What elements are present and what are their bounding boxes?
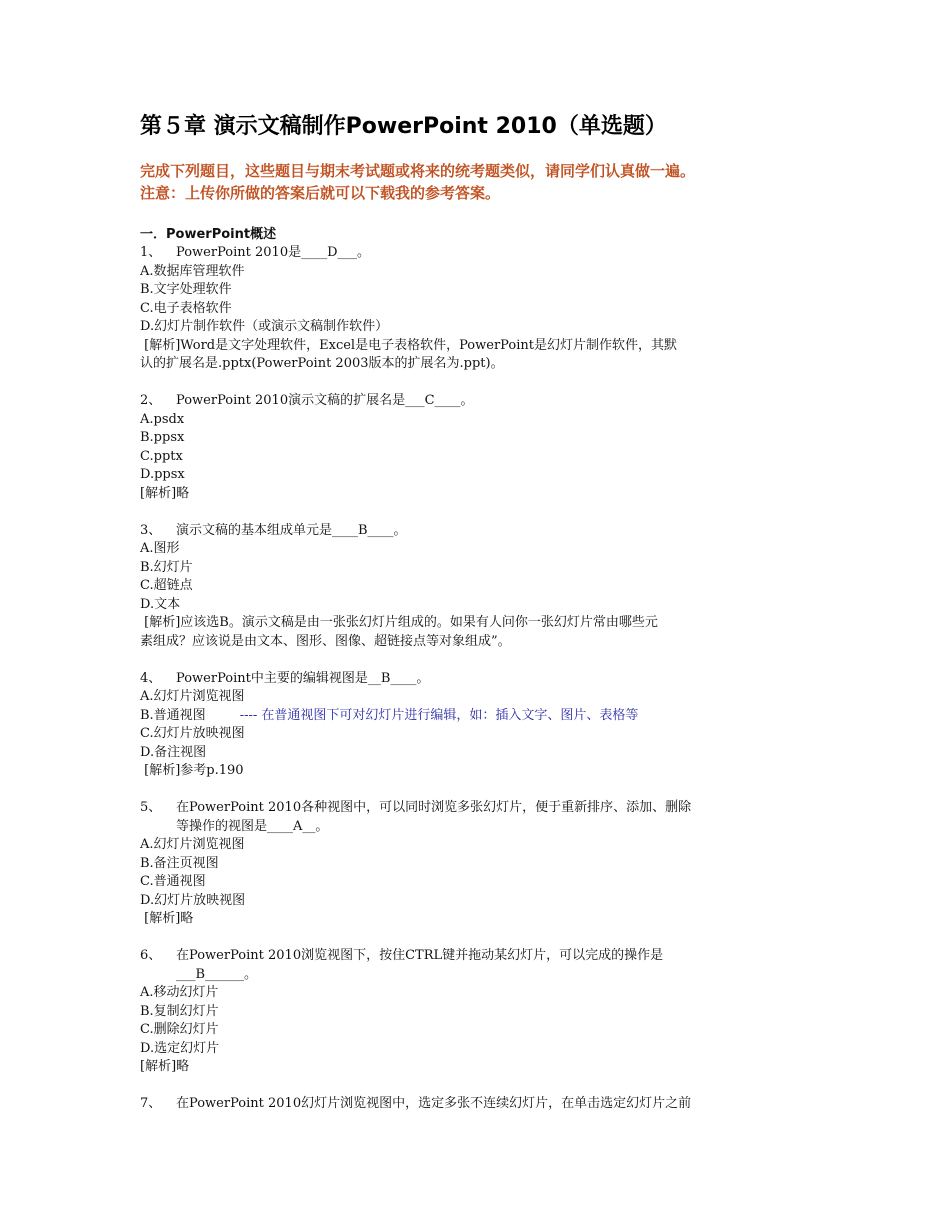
question-number: 3、 (140, 522, 162, 538)
answer-option (140, 300, 830, 319)
answer-option-text: A.数据库管理软件 (140, 263, 245, 279)
question-stem (140, 966, 830, 985)
answer-option (140, 281, 830, 300)
answer-option (140, 688, 830, 707)
answer-option-text: D.文本 (140, 596, 181, 612)
answer-option-text: C.pptx (140, 448, 183, 464)
explanation-line: [解析]略 (140, 485, 190, 501)
question-item (140, 244, 830, 374)
explanation-line: 素组成？应该说是由文本、图形、图像、超链接点等对象组成”。 (140, 633, 511, 649)
answer-option-text: B.普通视图 (140, 707, 206, 723)
option-note: ---- 在普通视图下可对幻灯片进行编辑，如：插入文字、图片、表格等 (239, 707, 639, 723)
answer-option-text: C.电子表格软件 (140, 300, 232, 316)
notice-line: 注意：上传你所做的答案后就可以下载我的参考答案。 (140, 184, 501, 202)
answer-option (140, 429, 830, 448)
question-stem-text: PowerPoint 2010演示文稿的扩展名是___C____。 (176, 393, 474, 408)
answer-option-text: A.幻灯片浏览视图 (140, 689, 245, 704)
answer-option (140, 1003, 830, 1022)
answer-option (140, 836, 830, 855)
answer-option (140, 984, 830, 1003)
question-stem (140, 799, 830, 818)
question-item (140, 1095, 830, 1114)
answer-option-text: C.删除幻灯片 (140, 1022, 219, 1037)
answer-option (140, 892, 830, 911)
explanation-line: 认的扩展名是.pptx(PowerPoint 2003版本的扩展名为.ppt)。 (140, 356, 504, 371)
question-stem (140, 244, 830, 263)
answer-option-text: D.备注视图 (140, 744, 207, 760)
answer-option-text: D.幻灯片放映视图 (140, 892, 246, 908)
question-number: 4、 (140, 670, 162, 686)
question-stem-text: PowerPoint中主要的编辑视图是__B____。 (176, 670, 430, 686)
question-number: 1、 (140, 245, 162, 260)
answer-option-text: D.选定幻灯片 (140, 1040, 220, 1056)
answer-option-text: B.备注页视图 (140, 855, 219, 871)
question-item (140, 392, 830, 503)
question-stem (140, 392, 830, 411)
notice-block (140, 160, 830, 204)
answer-option (140, 577, 830, 596)
answer-option (140, 540, 830, 559)
question-item (140, 799, 830, 929)
answer-option (140, 707, 830, 726)
explanation-line: [解析]应该选B。演示文稿是由一张张幻灯片组成的。如果有人问你一张幻灯片常由哪些元 (140, 615, 658, 630)
question-stem-text: 在PowerPoint 2010各种视图中，可以同时浏览多张幻灯片，便于重新排序、添加、删除 (176, 800, 692, 815)
answer-option (140, 855, 830, 874)
question-item (140, 522, 830, 652)
question-stem-text: ___B______。 (176, 966, 258, 982)
question-stem-text: 在PowerPoint 2010幻灯片浏览视图中，选定多张不连续幻灯片，在单击选定幻灯片之前 (176, 1096, 692, 1111)
notice-line: 完成下列题目，这些题目与期末考试题或将来的统考题类似，请同学们认真做一遍。 (140, 162, 696, 180)
question-stem-text: 在PowerPoint 2010浏览视图下，按住CTRL键并拖动某幻灯片，可以完成的操作是 (176, 948, 664, 963)
document-page (140, 112, 830, 1132)
question-stem (140, 818, 830, 837)
answer-option-text: B.文字处理软件 (140, 282, 232, 297)
question-item (140, 670, 830, 781)
answer-option (140, 411, 830, 430)
explanation-line: [解析]略 (140, 1059, 190, 1074)
question-number: 6、 (140, 948, 162, 963)
answer-option-text: D.ppsx (140, 467, 185, 482)
explanation-line: [解析]略 (140, 911, 194, 926)
answer-option (140, 448, 830, 467)
question-number: 2、 (140, 393, 162, 408)
answer-option (140, 466, 830, 485)
question-number: 5、 (140, 800, 162, 815)
answer-option-text: A.图形 (140, 541, 180, 556)
answer-option-text: A.移动幻灯片 (140, 985, 219, 1000)
answer-option (140, 873, 830, 892)
answer-option (140, 725, 830, 744)
answer-option-text: A.psdx (140, 411, 185, 427)
question-stem (140, 670, 830, 689)
question-stem (140, 947, 830, 966)
answer-option (140, 596, 830, 615)
answer-option (140, 744, 830, 763)
answer-option (140, 1021, 830, 1040)
answer-option-text: A.幻灯片浏览视图 (140, 837, 245, 852)
answer-option-text: C.超链点 (140, 578, 193, 593)
answer-option-text: B.幻灯片 (140, 559, 193, 575)
explanation-line: [解析]参考p.190 (140, 763, 244, 778)
question-list (140, 244, 830, 1114)
answer-option-text: B.复制幻灯片 (140, 1003, 219, 1019)
question-stem-text: 等操作的视图是____A__。 (176, 818, 329, 834)
answer-option (140, 559, 830, 578)
section-heading: 一．PowerPoint概述 (140, 227, 277, 242)
page-title: 第５章 演示文稿制作PowerPoint 2010（单选题） (140, 114, 667, 139)
question-item (140, 947, 830, 1077)
answer-option-text: C.幻灯片放映视图 (140, 726, 245, 741)
answer-option-text: D.幻灯片制作软件（或演示文稿制作软件） (140, 319, 389, 334)
answer-option-text: B.ppsx (140, 430, 185, 445)
question-stem (140, 522, 830, 541)
question-number: 7、 (140, 1096, 162, 1111)
question-stem-text: PowerPoint 2010是____D___。 (176, 245, 371, 260)
explanation-line: [解析]Word是文字处理软件，Excel是电子表格软件，PowerPoint是幻灯片制作软件，其默 (140, 337, 677, 353)
question-stem (140, 1095, 830, 1114)
answer-option-text: C.普通视图 (140, 874, 206, 889)
answer-option (140, 1040, 830, 1059)
question-stem-text: 演示文稿的基本组成单元是____B____。 (176, 522, 407, 538)
answer-option (140, 263, 830, 282)
answer-option (140, 318, 830, 337)
